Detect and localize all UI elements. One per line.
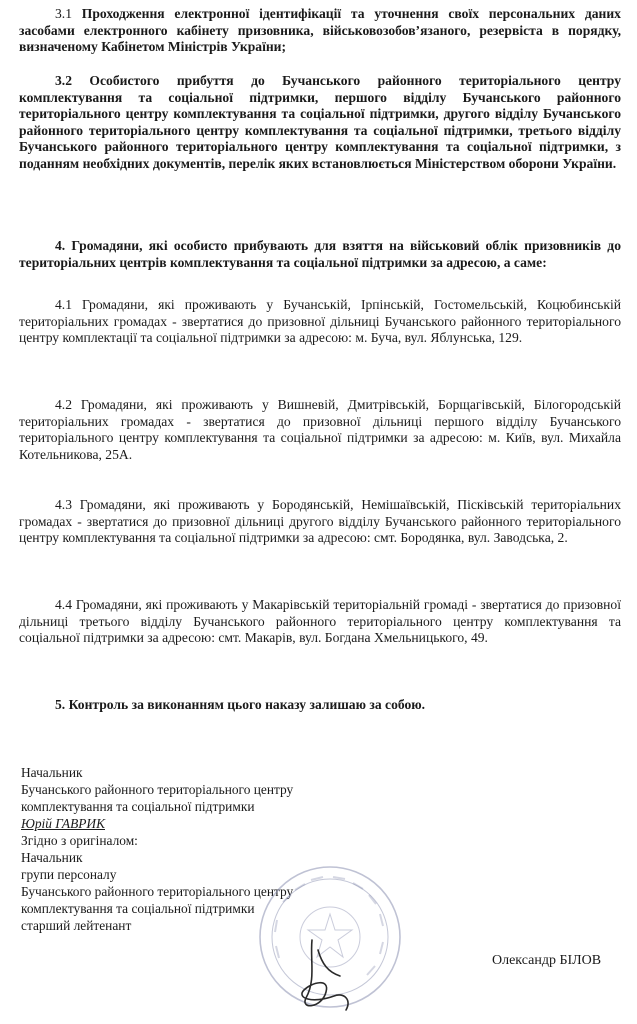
sig-org-3: Бучанського районного територіального центру (21, 884, 294, 899)
paragraph-4-4 (19, 597, 621, 647)
sig-org-1: Бучанського районного територіального центру (21, 782, 294, 797)
paragraph-3-1-number: 3.1 (55, 6, 72, 21)
paragraph-4 (19, 238, 621, 271)
sig-title-2: Начальник (21, 850, 83, 865)
signature-stroke (302, 940, 348, 1010)
paragraph-4-1 (19, 297, 621, 347)
paragraph-3-1 (19, 6, 621, 56)
paragraph-3-1-text: Проходження електронної ідентифікації та уточнення своїх персональних даних засобами електронного кабінету призовника, військовозобов’язаного, резервіста в порядку, визначеному Кабінетом Міністрів України; (19, 6, 621, 55)
sig-head-name: Юрій ГАВРИК (21, 816, 105, 831)
handwritten-signature (282, 920, 372, 1020)
sig-rank: старший лейтенант (21, 918, 132, 933)
paragraph-3-2-text: 3.2 Особистого прибуття до Бучанського районного територіального центру комплектування та соціальної підтримки, першого відділу Бучанського районного територіального центру комплектування та соціальної підтримки, другого відділу Бучанського районного територіального центру комплектування та соціальної підтримки, третього відділу Бучанського районного територіального центру комплектування та соціальної підтримки, з поданням необхідних документів, перелік яких встановлюється Міністерством оборони України. (19, 73, 621, 171)
paragraph-4-2-text: 4.2 Громадяни, які проживають у Вишневій, Дмитрівській, Борщагівській, Білогородській територіальних громадах - звертатися до призовної дільниці першого відділу Бучанського територіального центру комплектування та соціальної підтримки за адресою: м. Київ, вул. Михайла Котельникова, 25А. (19, 397, 621, 462)
paragraph-3-2 (19, 73, 621, 173)
sig-org-4: комплектування та соціальної підтримки (21, 901, 255, 916)
sig-certified-copy: Згідно з оригіналом: (21, 833, 138, 848)
paragraph-4-text: 4. Громадяни, які особисто прибувають для взяття на військовий облік призовників до територіальних центрів комплектування та соціальної підтримки за адресою, а саме: (19, 238, 621, 270)
paragraph-4-2 (19, 397, 621, 463)
paragraph-4-4-text: 4.4 Громадяни, які проживають у Макарівській територіальній громаді - звертатися до призовної дільниці третього відділу Бучанського районного територіального центру комплектування та соціальної підтримки за адресою: смт. Макарів, вул. Богдана Хмельницького, 49. (19, 597, 621, 646)
sig-department: групи персоналу (21, 867, 117, 882)
paragraph-4-1-text: 4.1 Громадяни, які проживають у Бучанській, Ірпінській, Гостомельській, Коцюбинській територіальних громадах - звертатися до призовної дільниці Бучанського районного територіального центру комплектації та соціальної підтримки за адресою: м. Буча, вул. Яблунська, 129. (19, 297, 621, 346)
paragraph-4-3-text: 4.3 Громадяни, які проживають у Бородянській, Немішаївській, Пісківській територіальних громадах - звертатися до призовної дільниці другого відділу Бучанського районного територіального центру комплектування та соціальної підтримки за адресою: смт. Бородянка, вул. Заводська, 2. (19, 497, 621, 546)
sig-org-2: комплектування та соціальної підтримки (21, 799, 255, 814)
signer-name: Олександр БІЛОВ (492, 953, 602, 968)
paragraph-4-3 (19, 497, 621, 547)
paragraph-5-text: 5. Контроль за виконанням цього наказу залишаю за собою. (55, 697, 426, 712)
sig-title-1: Начальник (21, 765, 83, 780)
paragraph-5 (19, 697, 621, 714)
